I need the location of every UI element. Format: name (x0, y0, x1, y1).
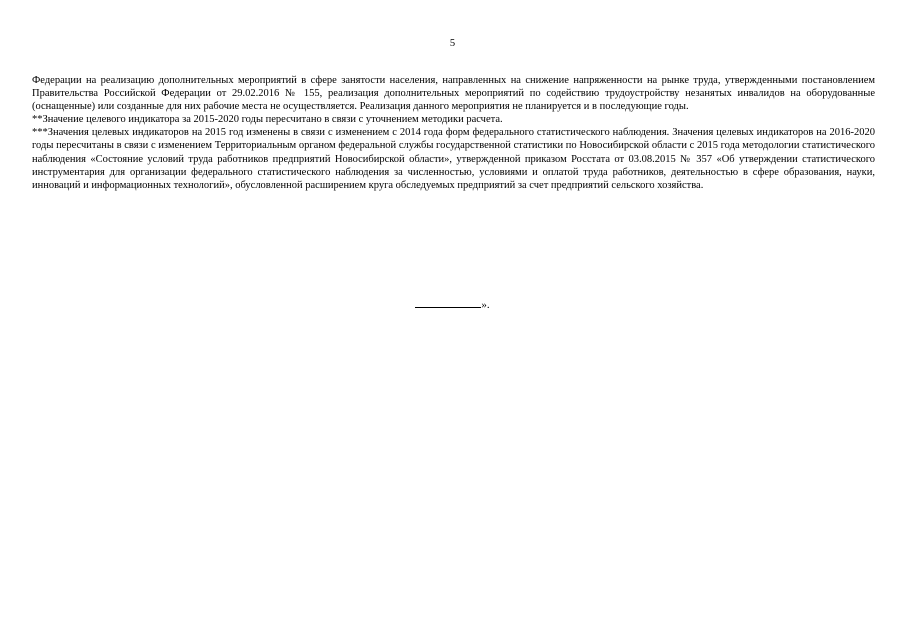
footnote-double-asterisk: **Значение целевого индикатора за 2015-2020 годы пересчитано в связи с уточнением методики расчета. (32, 114, 503, 126)
page-number: 5 (449, 38, 456, 49)
closing-line (0, 296, 905, 312)
body-text (32, 74, 875, 192)
footnote-triple-asterisk: ***Значения целевых индикаторов на 2015 год изменены в связи с изменением с 2014 года форм федерального статистического наблюдения. Значения целевых индикаторов на 2016-2020 годы пересчитаны в связи с изменением Территориальным органом федеральной службы государственной статистики по Новосибирской области с 2015 года методологии статистического наблюдения «Состояние условий труда работников предприятий Новосибирской области», утвержденной приказом Росстата от 03.08.2015 № 357 «Об утверждении статистического инструментария для организации федерального статистического наблюдения за численностью, условиями и оплатой труда работников, деятельностью в сфере образования, науки, инноваций и информационных технологий», обусловленной расширением круга обследуемых предприятий за счет предприятий сельского хозяйства. (32, 127, 875, 191)
signature-blank-line (415, 296, 481, 308)
paragraph-continuation: Федерации на реализацию дополнительных мероприятий в сфере занятости населения, направленных на снижение напряженности на рынке труда, утвержденными постановлением Правительства Российской Федерации от 29.02.2016 № 155, реализация дополнительных мероприятий по содействию трудоустройству незанятых инвалидов на оборудованные (оснащенные) или созданные для них рабочие места не осуществляется. Реализация данного мероприятия не планируется и в последующие годы. (32, 75, 875, 113)
closing-quote-mark: ». (481, 299, 490, 311)
